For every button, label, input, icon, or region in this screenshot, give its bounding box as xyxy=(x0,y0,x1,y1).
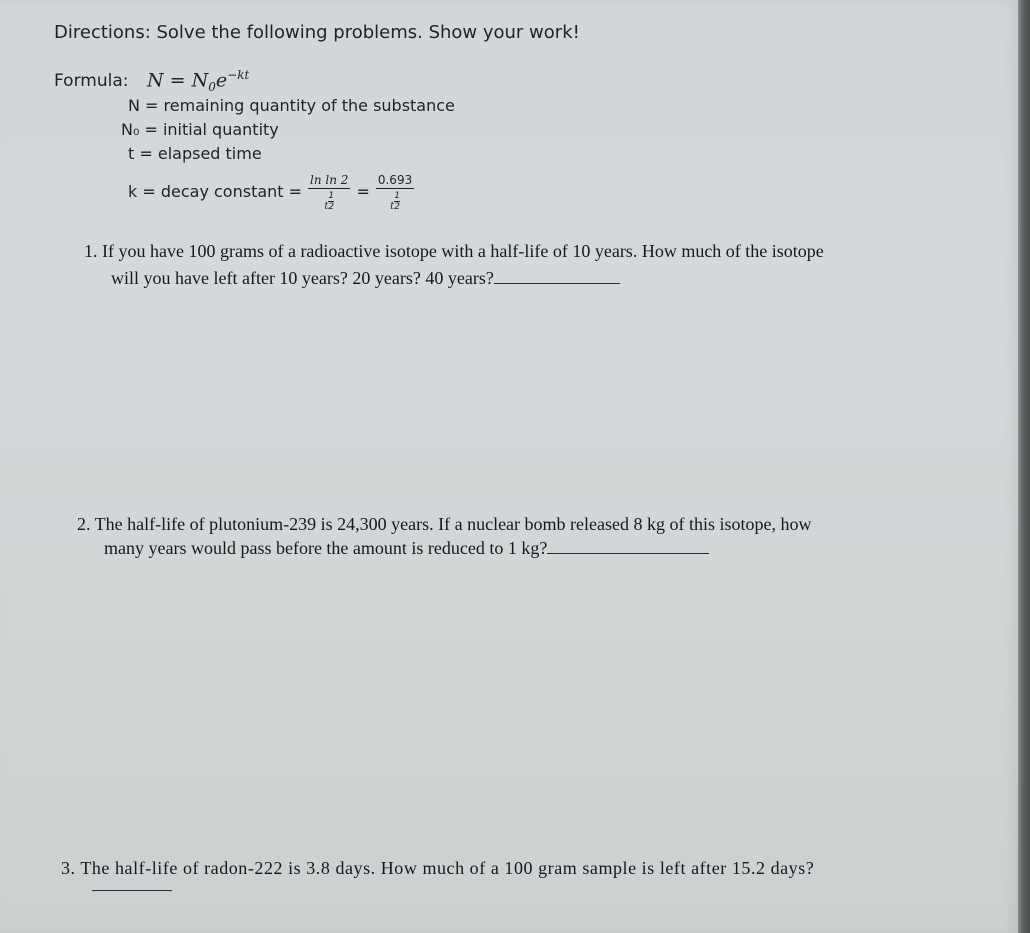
question-2-line-1: 2. The half-life of plutonium-239 is 24,300 years. If a nuclear bomb released 8 kg of this isotope, how xyxy=(77,514,812,534)
definition-k xyxy=(128,173,420,212)
k-equals: = xyxy=(356,182,370,201)
formula-equation-base: N = N xyxy=(147,69,209,92)
definition-n: N = remaining quantity of the substance xyxy=(128,96,455,115)
formula-equation-exp: −kt xyxy=(227,68,250,82)
question-1-line-2-text: will you have left after 10 years? 20 years? 40 years? xyxy=(111,268,494,288)
question-1-line-2 xyxy=(111,268,620,289)
k-fraction-2-denominator xyxy=(376,189,414,212)
half-fraction-1 xyxy=(328,191,334,212)
question-2-line-2 xyxy=(104,538,709,559)
answer-blank-3[interactable] xyxy=(92,890,172,891)
question-2-line-2-text: many years would pass before the amount is reduced to 1 kg? xyxy=(104,538,548,558)
formula-equation-sub: 0 xyxy=(208,80,216,95)
formula-equation-e: e xyxy=(215,69,228,92)
definition-t: t = elapsed time xyxy=(128,144,262,163)
formula-equation xyxy=(147,68,249,94)
answer-blank-2[interactable] xyxy=(547,553,709,554)
definition-n0: N₀ = initial quantity xyxy=(121,120,279,139)
k-fraction-1-numerator: ln ln 2 xyxy=(310,173,349,187)
half-fraction-2-den: 2 xyxy=(394,202,400,212)
definition-k-prefix: k = decay constant = xyxy=(128,182,303,201)
half-t-1: t xyxy=(324,201,329,212)
half-t-2: t xyxy=(390,201,395,212)
k-fraction-2 xyxy=(376,173,414,212)
half-fraction-1-den: 2 xyxy=(328,202,335,212)
page-edge-shadow xyxy=(1018,0,1030,933)
question-1-line-1: 1. If you have 100 grams of a radioactive isotope with a half-life of 10 years. How much of the isotope xyxy=(84,241,824,261)
formula-label: Formula: xyxy=(54,71,129,91)
k-fraction-2-numerator: 0.693 xyxy=(377,173,413,187)
k-fraction-1 xyxy=(308,173,350,212)
half-fraction-2-num: 1 xyxy=(394,191,400,201)
half-fraction-1-num: 1 xyxy=(328,191,335,201)
answer-blank-1[interactable] xyxy=(494,283,620,284)
question-3-line-1: 3. The half-life of radon-222 is 3.8 days. How much of a 100 gram sample is left after 15.2 days? xyxy=(61,858,815,878)
k-fraction-1-denominator xyxy=(308,189,350,212)
half-fraction-2 xyxy=(394,191,400,212)
directions-text: Directions: Solve the following problems. Show your work! xyxy=(54,22,580,43)
